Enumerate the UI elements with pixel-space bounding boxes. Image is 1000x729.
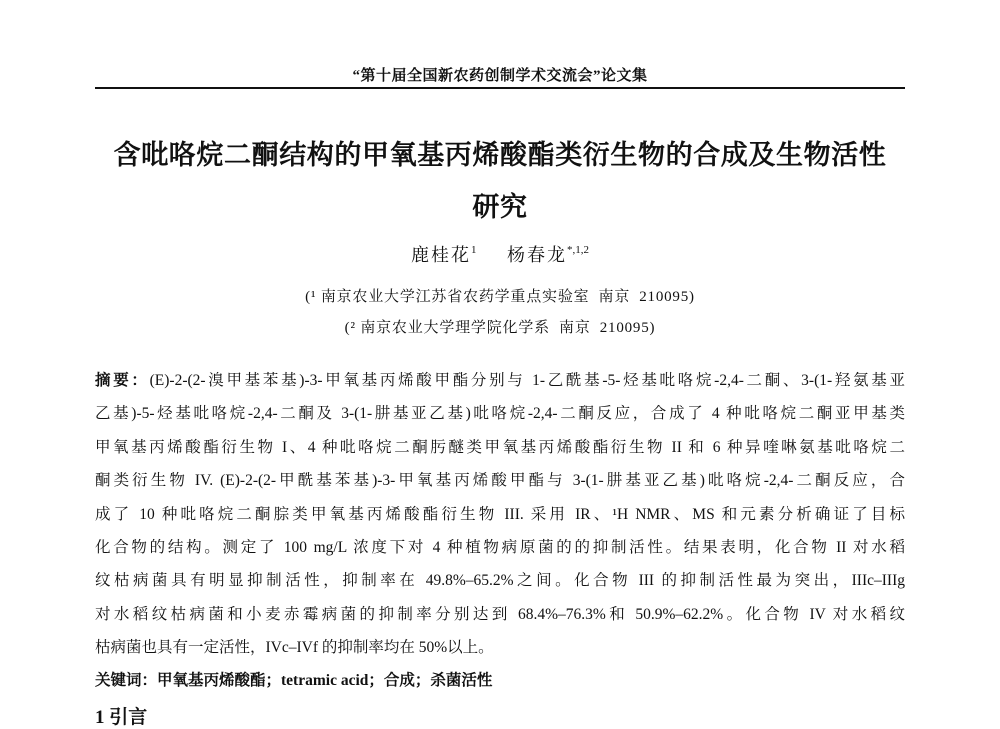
abstract-line: 酮类衍生物 IV. (E)-2-(2-甲酰基苯基)-3-甲氧基丙烯酸甲酯与 3-(1-肼基亚乙基)吡咯烷-2,4-二酮反应，合 [95,472,905,490]
abstract-line: 枯病菌也具有一定活性，IVc–IVf 的抑制率均在 50%以上。 [95,639,494,657]
author-1 [411,245,477,265]
abstract-line: 甲氧基丙烯酸酯衍生物 I、4 种吡咯烷二酮肟醚类甲氧基丙烯酸酯衍生物 II 和 6 种异喹啉氨基吡咯烷二 [95,438,905,456]
abstract-line: 纹枯病菌具有明显抑制活性，抑制率在 49.8%–65.2%之间。化合物 III 的抑制活性最为突出，IIIc–IIIg [95,572,905,590]
author-list [0,237,1000,268]
abstract-line: 化合物的结构。测定了 100 mg/L 浓度下对 4 种植物病原菌的的抑制活性。结果表明，化合物 II 对水稻 [95,538,905,556]
paper-title-line-2: 研究 [472,192,528,222]
paper-title-line-1: 含吡咯烷二酮结构的甲氧基丙烯酸酯类衍生物的合成及生物活性 [113,140,887,170]
author-1-affiliation-mark: 1 [471,244,477,256]
author-2-affiliation-mark: *,1,2 [567,244,589,256]
abstract-line: 乙基)-5-烃基吡咯烷-2,4-二酮及 3-(1-肼基亚乙基)吡咯烷-2,4-二酮反应，合成了 4 种吡咯烷二酮亚甲基类 [95,405,905,423]
author-2 [507,245,589,265]
header-rule [95,87,905,89]
abstract-line: 对水稻纹枯病菌和小麦赤霉病菌的抑制率分别达到 68.4%–76.3%和 50.9%–62.2%。化合物 IV 对水稻纹 [95,605,905,623]
keywords-label: 关键词： [95,672,158,689]
section-heading-introduction: 1 引言 [95,707,148,728]
running-title: “第十届全国新农药创制学术交流会”论文集 [352,68,648,84]
abstract [95,364,905,665]
abstract-line-text: (E)-2-(2-溴甲基苯基)-3-甲氧基丙烯酸甲酯分别与 1-乙酰基-5-烃基吡咯烷-2,4-二酮、3-(1-羟氨基亚 [149,372,905,389]
affiliation-2: (² 南京农业大学理学院化学系 南京 210095) [344,320,656,336]
affiliation-1: (¹ 南京农业大学江苏省农药学重点实验室 南京 210095) [305,289,695,305]
author-1-name: 鹿桂花 [411,245,471,265]
keywords [95,666,905,696]
abstract-label: 摘要： [95,372,150,389]
keywords-text: 甲氧基丙烯酸酯；tetramic acid；合成；杀菌活性 [157,672,493,689]
abstract-line: 成了 10 种吡咯烷二酮腙类甲氧基丙烯酸酯衍生物 III. 采用 IR、¹H NMR、MS 和元素分析确证了目标 [95,505,905,523]
abstract-line [95,364,905,397]
author-2-name: 杨春龙 [507,245,567,265]
